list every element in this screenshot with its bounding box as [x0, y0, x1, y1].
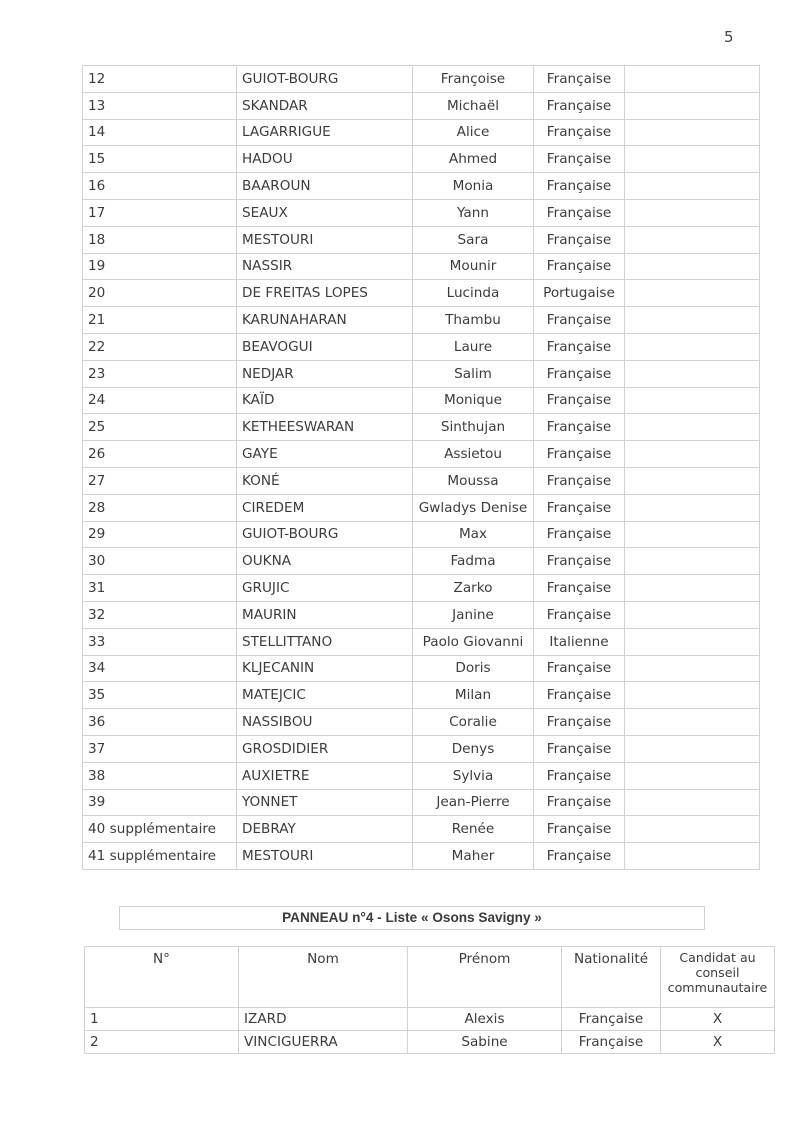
cell-nom: DEBRAY: [237, 816, 413, 843]
cell-candidat: [625, 199, 760, 226]
table-row: [83, 682, 760, 709]
cell-num: 27: [83, 467, 237, 494]
cell-candidat: X: [661, 1031, 775, 1054]
cell-candidat: [625, 441, 760, 468]
cell-prenom: Alexis: [408, 1008, 562, 1031]
panel4-table-body: [85, 1008, 775, 1054]
cell-prenom: Thambu: [413, 307, 534, 334]
cell-nationalite: Française: [534, 494, 625, 521]
cell-nom: BAAROUN: [237, 173, 413, 200]
cell-prenom: Maher: [413, 843, 534, 870]
cell-nationalite: Française: [534, 441, 625, 468]
table-row: [83, 467, 760, 494]
table-row: [83, 387, 760, 414]
cell-nom: SEAUX: [237, 199, 413, 226]
cell-candidat: [625, 119, 760, 146]
cell-nationalite: Française: [534, 467, 625, 494]
header-nationalite: Nationalité: [562, 947, 661, 1008]
cell-prenom: Jean-Pierre: [413, 789, 534, 816]
cell-nationalite: Française: [534, 682, 625, 709]
cell-candidat: [625, 360, 760, 387]
cell-nationalite: Française: [534, 548, 625, 575]
cell-nom: DE FREITAS LOPES: [237, 280, 413, 307]
table-row: [83, 441, 760, 468]
cell-nationalite: Française: [562, 1008, 661, 1031]
cell-nom: MAURIN: [237, 601, 413, 628]
cell-prenom: Françoise: [413, 66, 534, 93]
cell-candidat: [625, 548, 760, 575]
cell-num: 39: [83, 789, 237, 816]
table-row: [83, 789, 760, 816]
cell-nationalite: Française: [534, 360, 625, 387]
cell-candidat: [625, 467, 760, 494]
table-row: [83, 146, 760, 173]
cell-prenom: Renée: [413, 816, 534, 843]
cell-num: 20: [83, 280, 237, 307]
header-num: N°: [85, 947, 239, 1008]
cell-nationalite: Italienne: [534, 628, 625, 655]
header-nom: Nom: [239, 947, 408, 1008]
cell-candidat: [625, 226, 760, 253]
header-candidat: Candidat au conseil communautaire: [661, 947, 775, 1008]
cell-candidat: [625, 789, 760, 816]
cell-prenom: Moussa: [413, 467, 534, 494]
cell-prenom: Paolo Giovanni: [413, 628, 534, 655]
cell-nationalite: Française: [534, 655, 625, 682]
cell-nationalite: Française: [534, 762, 625, 789]
cell-candidat: [625, 628, 760, 655]
cell-num: 33: [83, 628, 237, 655]
cell-nom: NASSIBOU: [237, 709, 413, 736]
cell-prenom: Salim: [413, 360, 534, 387]
cell-prenom: Yann: [413, 199, 534, 226]
cell-num: 15: [83, 146, 237, 173]
table-row: [83, 843, 760, 870]
table-row: [83, 762, 760, 789]
cell-num: 36: [83, 709, 237, 736]
cell-nom: KETHEESWARAN: [237, 414, 413, 441]
cell-prenom: Ahmed: [413, 146, 534, 173]
cell-candidat: [625, 575, 760, 602]
cell-candidat: [625, 816, 760, 843]
table-row: [83, 119, 760, 146]
cell-num: 28: [83, 494, 237, 521]
cell-num: 22: [83, 333, 237, 360]
candidates-table-body: [83, 66, 760, 870]
cell-nationalite: Française: [534, 92, 625, 119]
cell-num: 26: [83, 441, 237, 468]
cell-prenom: Doris: [413, 655, 534, 682]
cell-prenom: Gwladys Denise: [413, 494, 534, 521]
table-row: [83, 199, 760, 226]
cell-prenom: Monia: [413, 173, 534, 200]
cell-candidat: [625, 387, 760, 414]
cell-prenom: Monique: [413, 387, 534, 414]
cell-nationalite: Française: [534, 333, 625, 360]
cell-candidat: [625, 414, 760, 441]
table-row: [83, 226, 760, 253]
panel-title: PANNEAU n°4 - Liste « Osons Savigny »: [119, 906, 705, 930]
table-row: [83, 360, 760, 387]
table-row: [83, 601, 760, 628]
table-row: [83, 709, 760, 736]
table-row: [85, 1008, 775, 1031]
cell-num: 37: [83, 735, 237, 762]
cell-num: 16: [83, 173, 237, 200]
cell-nom: BEAVOGUI: [237, 333, 413, 360]
cell-prenom: Milan: [413, 682, 534, 709]
cell-candidat: [625, 253, 760, 280]
page-number: 5: [724, 28, 734, 46]
cell-nationalite: Française: [534, 735, 625, 762]
panel4-candidates-table: [84, 946, 775, 1054]
cell-prenom: Fadma: [413, 548, 534, 575]
cell-prenom: Max: [413, 521, 534, 548]
cell-num: 21: [83, 307, 237, 334]
cell-nom: KAÏD: [237, 387, 413, 414]
cell-num: 29: [83, 521, 237, 548]
cell-candidat: X: [661, 1008, 775, 1031]
cell-nom: MESTOURI: [237, 226, 413, 253]
cell-num: 30: [83, 548, 237, 575]
cell-nationalite: Française: [534, 575, 625, 602]
table-row: [83, 628, 760, 655]
cell-prenom: Alice: [413, 119, 534, 146]
cell-prenom: Michaël: [413, 92, 534, 119]
cell-nationalite: Française: [534, 789, 625, 816]
cell-num: 40 supplémentaire: [83, 816, 237, 843]
cell-candidat: [625, 655, 760, 682]
cell-nationalite: Française: [534, 146, 625, 173]
cell-num: 2: [85, 1031, 239, 1054]
cell-nom: GUIOT-BOURG: [237, 521, 413, 548]
cell-prenom: Assietou: [413, 441, 534, 468]
table-row: [85, 1031, 775, 1054]
cell-nom: CIREDEM: [237, 494, 413, 521]
cell-prenom: Denys: [413, 735, 534, 762]
cell-candidat: [625, 735, 760, 762]
cell-nom: NEDJAR: [237, 360, 413, 387]
cell-candidat: [625, 173, 760, 200]
cell-nom: GRUJIC: [237, 575, 413, 602]
table-row: [83, 655, 760, 682]
cell-nationalite: Française: [534, 709, 625, 736]
cell-prenom: Sabine: [408, 1031, 562, 1054]
cell-num: 1: [85, 1008, 239, 1031]
cell-num: 18: [83, 226, 237, 253]
cell-nationalite: Portugaise: [534, 280, 625, 307]
cell-num: 38: [83, 762, 237, 789]
cell-candidat: [625, 66, 760, 93]
table-row: [83, 92, 760, 119]
cell-nom: AUXIETRE: [237, 762, 413, 789]
cell-candidat: [625, 762, 760, 789]
cell-num: 35: [83, 682, 237, 709]
header-prenom: Prénom: [408, 947, 562, 1008]
cell-candidat: [625, 146, 760, 173]
cell-nationalite: Française: [534, 601, 625, 628]
cell-nationalite: Française: [534, 119, 625, 146]
cell-num: 23: [83, 360, 237, 387]
cell-nom: MATEJCIC: [237, 682, 413, 709]
cell-num: 25: [83, 414, 237, 441]
table-row: [83, 548, 760, 575]
cell-nom: IZARD: [239, 1008, 408, 1031]
cell-nom: GUIOT-BOURG: [237, 66, 413, 93]
cell-num: 14: [83, 119, 237, 146]
cell-nom: OUKNA: [237, 548, 413, 575]
cell-num: 17: [83, 199, 237, 226]
cell-num: 19: [83, 253, 237, 280]
cell-num: 41 supplémentaire: [83, 843, 237, 870]
cell-candidat: [625, 601, 760, 628]
cell-nom: KARUNAHARAN: [237, 307, 413, 334]
table-row: [83, 66, 760, 93]
cell-nom: NASSIR: [237, 253, 413, 280]
table-row: [83, 494, 760, 521]
table-row: [83, 307, 760, 334]
cell-num: 24: [83, 387, 237, 414]
table-row: [83, 173, 760, 200]
cell-prenom: Sinthujan: [413, 414, 534, 441]
cell-nationalite: Française: [534, 253, 625, 280]
cell-num: 34: [83, 655, 237, 682]
cell-prenom: Zarko: [413, 575, 534, 602]
cell-candidat: [625, 280, 760, 307]
table-row: [83, 280, 760, 307]
cell-nom: MESTOURI: [237, 843, 413, 870]
cell-nationalite: Française: [534, 414, 625, 441]
cell-num: 32: [83, 601, 237, 628]
cell-prenom: Laure: [413, 333, 534, 360]
cell-nom: KONÉ: [237, 467, 413, 494]
cell-nom: HADOU: [237, 146, 413, 173]
cell-prenom: Sylvia: [413, 762, 534, 789]
cell-nationalite: Française: [534, 816, 625, 843]
cell-nationalite: Française: [534, 199, 625, 226]
cell-candidat: [625, 682, 760, 709]
cell-candidat: [625, 521, 760, 548]
cell-nationalite: Française: [534, 387, 625, 414]
cell-nom: YONNET: [237, 789, 413, 816]
candidates-table-continued: [82, 65, 760, 870]
cell-prenom: Lucinda: [413, 280, 534, 307]
cell-candidat: [625, 709, 760, 736]
table-row: [83, 735, 760, 762]
cell-nom: VINCIGUERRA: [239, 1031, 408, 1054]
cell-nationalite: Française: [534, 843, 625, 870]
cell-prenom: Mounir: [413, 253, 534, 280]
cell-nom: SKANDAR: [237, 92, 413, 119]
table-row: [83, 575, 760, 602]
header-row: [85, 947, 775, 1008]
cell-candidat: [625, 494, 760, 521]
cell-nationalite: Française: [534, 173, 625, 200]
table-row: [83, 521, 760, 548]
cell-nationalite: Française: [534, 66, 625, 93]
cell-nationalite: Française: [534, 521, 625, 548]
cell-nom: GAYE: [237, 441, 413, 468]
cell-prenom: Coralie: [413, 709, 534, 736]
table-row: [83, 414, 760, 441]
table-row: [83, 816, 760, 843]
cell-num: 12: [83, 66, 237, 93]
table-row: [83, 253, 760, 280]
cell-nationalite: Française: [534, 226, 625, 253]
cell-nationalite: Française: [534, 307, 625, 334]
cell-nom: GROSDIDIER: [237, 735, 413, 762]
cell-candidat: [625, 92, 760, 119]
cell-prenom: Janine: [413, 601, 534, 628]
panel4-table-header: [85, 947, 775, 1008]
cell-num: 31: [83, 575, 237, 602]
table-row: [83, 333, 760, 360]
cell-nom: KLJECANIN: [237, 655, 413, 682]
cell-candidat: [625, 333, 760, 360]
cell-nom: STELLITTANO: [237, 628, 413, 655]
cell-prenom: Sara: [413, 226, 534, 253]
cell-num: 13: [83, 92, 237, 119]
cell-nationalite: Française: [562, 1031, 661, 1054]
cell-candidat: [625, 307, 760, 334]
cell-nom: LAGARRIGUE: [237, 119, 413, 146]
cell-candidat: [625, 843, 760, 870]
